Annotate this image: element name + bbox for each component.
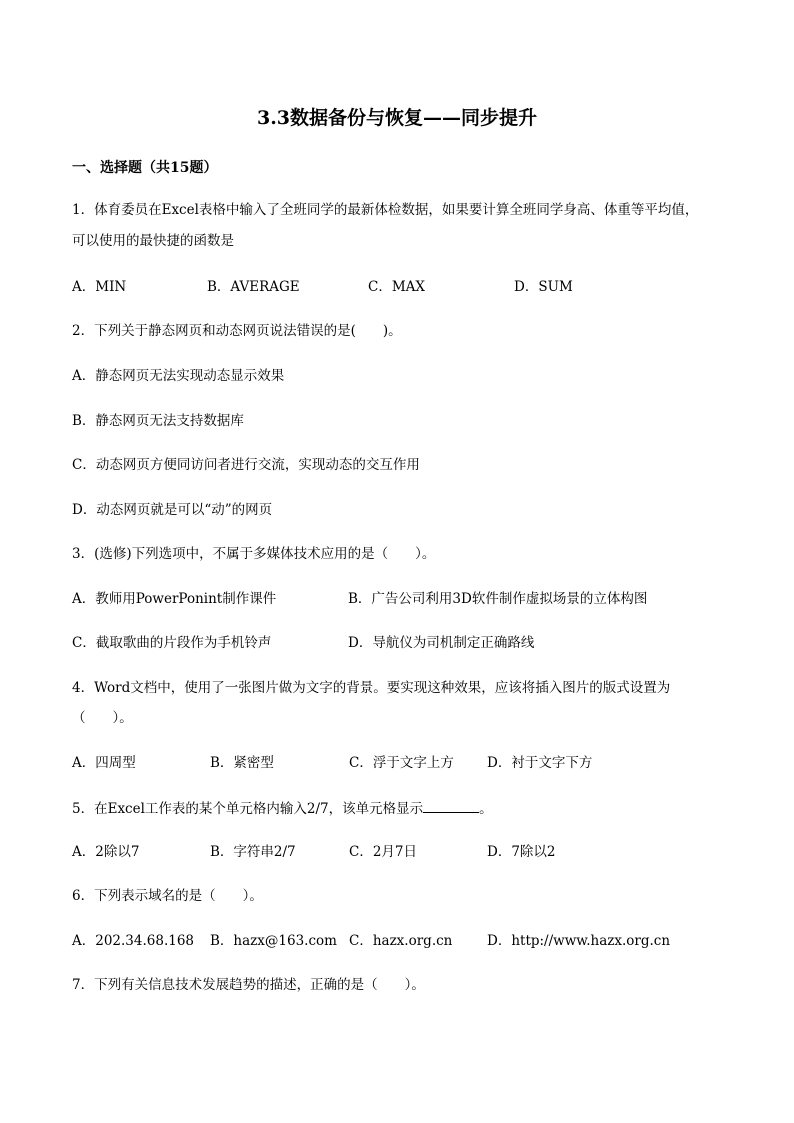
- question-2-stem: 2．下列关于静态网页和动态网页说法错误的是( )。: [72, 323, 402, 339]
- question-6-option-d: D．http://www.hazx.org.cn: [487, 933, 671, 949]
- question-6-option-b: B．hazx@163.com: [210, 933, 337, 949]
- question-5-stem-before: 5．在Excel工作表的某个单元格内输入2/7，该单元格显示: [72, 801, 424, 817]
- question-5-option-a: A．2除以7: [72, 844, 140, 860]
- question-5-option-b: B．字符串2/7: [210, 844, 296, 860]
- page-title: 3.3数据备份与恢复——同步提升: [256, 107, 538, 129]
- question-4-option-d: D．衬于文字下方: [487, 755, 593, 771]
- question-5-option-d: D．7除以2: [487, 844, 556, 860]
- question-2-option-d: D．动态网页就是可以“动”的网页: [72, 502, 273, 518]
- question-2-option-b: B．静态网页无法支持数据库: [72, 413, 244, 429]
- answer-blank: [423, 798, 479, 813]
- question-3-stem: 3．(选修)下列选项中，不属于多媒体技术应用的是（ ）。: [72, 546, 436, 562]
- question-3-option-b: B．广告公司利用3D软件制作虚拟场景的立体构图: [348, 591, 648, 607]
- question-5-option-c: C．2月7日: [349, 844, 418, 860]
- question-1-option-a: A．MIN: [72, 279, 127, 295]
- question-6-option-a: A．202.34.68.168: [72, 933, 195, 949]
- question-4-stem-line-2: （ ）。: [72, 710, 133, 726]
- question-4-stem-line-1: 4．Word文档中，使用了一张图片做为文字的背景。要实现这种效果，应该将插入图片的版式设置为: [72, 680, 671, 696]
- question-1-option-c: C．MAX: [368, 279, 426, 295]
- question-4-option-b: B．紧密型: [210, 755, 274, 771]
- question-5-stem: [72, 798, 493, 819]
- question-3-option-d: D．导航仪为司机制定正确路线: [348, 635, 535, 651]
- question-3-option-a: A．教师用PowerPonint制作课件: [72, 591, 277, 607]
- question-3-option-c: C．截取歌曲的片段作为手机铃声: [72, 635, 272, 651]
- question-5-stem-after: 。: [479, 801, 493, 817]
- question-1-stem-line-1: 1．体育委员在Excel表格中输入了全班同学的最新体检数据，如果要计算全班同学身高、体重等平均值，: [72, 202, 699, 218]
- question-1-option-b: B．AVERAGE: [207, 279, 300, 295]
- section-heading: 一、选择题（共15题）: [72, 160, 218, 176]
- question-6-stem: 6．下列表示域名的是（ ）。: [72, 888, 263, 904]
- question-7-stem: 7．下列有关信息技术发展趋势的描述，正确的是（ ）。: [72, 977, 425, 993]
- question-6-option-c: C．hazx.org.cn: [349, 933, 453, 949]
- question-2-option-c: C．动态网页方便同访问者进行交流，实现动态的交互作用: [72, 457, 420, 473]
- question-4-option-a: A．四周型: [72, 755, 136, 771]
- question-4-option-c: C．浮于文字上方: [349, 755, 454, 771]
- question-1-stem-line-2: 可以使用的最快捷的函数是: [72, 233, 234, 249]
- question-1-option-d: D．SUM: [514, 279, 573, 295]
- question-2-option-a: A．静态网页无法实现动态显示效果: [72, 368, 285, 384]
